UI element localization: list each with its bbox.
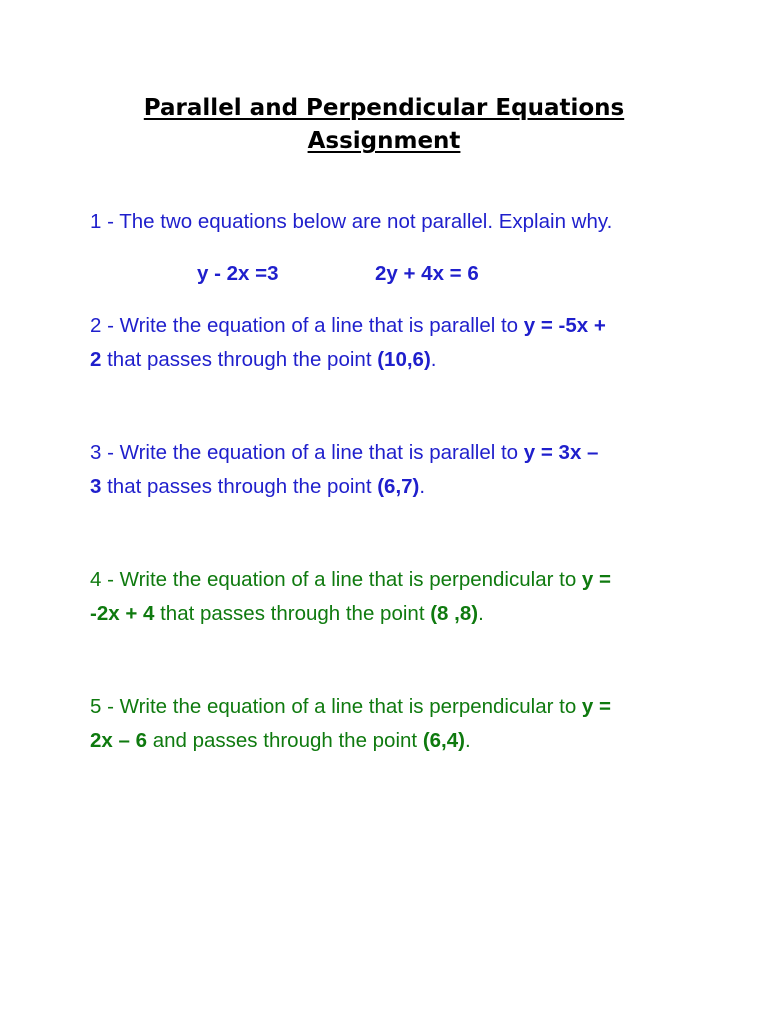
question-3-middle: that passes through the point <box>101 475 378 498</box>
question-5-suffix: . <box>464 729 471 752</box>
question-4-suffix: . <box>478 602 484 625</box>
title-line-1: Parallel and Perpendicular Equations <box>143 95 625 121</box>
question-1 <box>90 205 690 239</box>
question-2-prefix: 2 - Write the equation of a line that is parallel to <box>90 314 524 337</box>
title-line-2: Assignment <box>307 128 461 154</box>
question-3 <box>90 436 690 504</box>
question-3-point: (6,7) <box>377 475 420 498</box>
question-5-point: (6,4) <box>422 729 465 752</box>
question-1-text: 1 - The two equations below are not parallel. Explain why. <box>90 210 613 233</box>
question-3-suffix: . <box>419 475 426 498</box>
question-2-line-equation-a: y = -5x + <box>523 314 606 337</box>
question-3-prefix: 3 - Write the equation of a line that is parallel to <box>90 441 524 464</box>
question-1-equation-b: 2y + 4x = 6 <box>375 262 479 285</box>
question-4-prefix: 4 - Write the equation of a line that is perpendicular to <box>90 568 582 591</box>
question-2-point: (10,6) <box>377 348 431 371</box>
question-4-point: (8 ,8) <box>430 602 479 625</box>
question-2-line-equation-b: 2 <box>90 348 102 371</box>
question-1-equation-a: y - 2x =3 <box>197 262 279 285</box>
question-5-line-equation-a: y = <box>581 695 611 718</box>
question-3-line-equation-b: 3 <box>90 475 102 498</box>
question-4 <box>90 563 690 631</box>
question-2-suffix: . <box>430 348 437 371</box>
question-4-line-equation-b: -2x + 4 <box>90 602 155 625</box>
page-title <box>0 92 768 158</box>
question-3-line-equation-a: y = 3x – <box>523 441 599 464</box>
question-4-line-equation-a: y = <box>581 568 611 591</box>
question-5-prefix: 5 - Write the equation of a line that is perpendicular to <box>90 695 582 718</box>
question-2 <box>90 309 690 377</box>
question-2-middle: that passes through the point <box>101 348 378 371</box>
question-5-line-equation-b: 2x – 6 <box>90 729 147 752</box>
question-4-middle: that passes through the point <box>154 602 431 625</box>
question-5 <box>90 690 690 758</box>
question-5-middle: and passes through the point <box>147 729 423 752</box>
